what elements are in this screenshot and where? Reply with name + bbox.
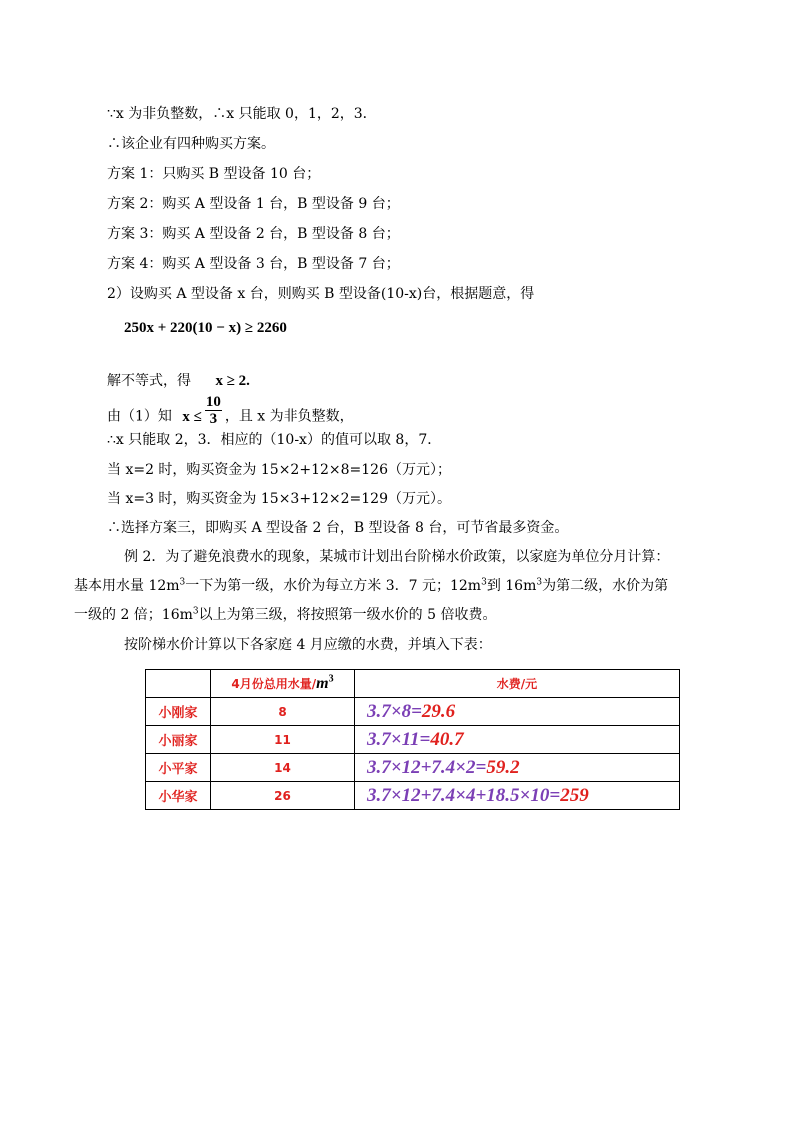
bound-lhs-math: x ≤ <box>182 408 202 425</box>
tier-text-5: 一级的 2 倍；16m <box>74 607 193 623</box>
header-fee: 水费/元 <box>355 670 680 698</box>
header-empty-cell <box>146 670 211 698</box>
solve-result-math: x ≥ 2. <box>215 373 250 389</box>
text-line-cost-x3: 当 x=3 时，购买资金为 15×3+12×2=129（万元）。 <box>107 491 451 507</box>
fee-result: 40.7 <box>430 728 464 750</box>
fee-result: 29.6 <box>421 700 456 722</box>
from-part-1-prefix: 由（1）知 <box>107 408 172 425</box>
fee-result: 59.2 <box>486 756 520 778</box>
usage-cell: 26 <box>211 782 355 810</box>
family-cell: 小丽家 <box>146 726 211 754</box>
fraction-numerator: 10 <box>205 394 221 410</box>
text-line-conclusion: ∴选择方案三，即购买 A 型设备 2 台，B 型设备 8 台，可节省最多资金。 <box>107 520 569 536</box>
equation-inequality: 250x + 220(10 − x) ≥ 2260 <box>124 320 287 336</box>
tier-text-2: 一下为第一级，水价为每立方米 3．7 元；12m <box>185 578 482 594</box>
family-cell: 小刚家 <box>146 698 211 726</box>
fee-expression: 3.7×12+7.4×4+18.5×10= <box>367 784 561 806</box>
fee-expression: 3.7×12+7.4×2= <box>367 756 487 778</box>
text-line-plan-3: 方案 3：购买 A 型设备 2 台，B 型设备 8 台； <box>107 226 400 242</box>
example-2-tier-rules-cont <box>74 606 496 624</box>
water-fee-table <box>145 669 680 810</box>
text-line-cost-x2: 当 x=2 时，购买资金为 15×2+12×8=126（万元）； <box>107 462 451 478</box>
table-row <box>146 782 680 810</box>
header-unit <box>316 675 333 692</box>
table-row <box>146 726 680 754</box>
fraction-ten-thirds <box>205 394 222 427</box>
tier-text-1: 基本用水量 12m <box>74 578 180 594</box>
tier-text-6: 以上为第三级，将按照第一级水价的 5 倍收费。 <box>198 607 497 623</box>
header-usage <box>211 670 355 698</box>
usage-cell: 14 <box>211 754 355 782</box>
fee-cell <box>355 698 680 726</box>
text-line-from-part-1 <box>107 394 354 433</box>
text-line-nonnegative: ∵x 为非负整数，∴x 只能取 0，1，2，3． <box>107 106 377 122</box>
fee-cell <box>355 782 680 810</box>
header-unit-m: m <box>316 674 329 692</box>
text-line-plan-2: 方案 2：购买 A 型设备 1 台，B 型设备 9 台； <box>107 196 400 212</box>
text-line-solve <box>107 372 250 390</box>
family-cell: 小平家 <box>146 754 211 782</box>
superscript-3: 3 <box>536 577 543 588</box>
superscript-3: 3 <box>481 577 487 588</box>
example-2-tier-rules <box>74 577 668 595</box>
table-row <box>146 754 680 782</box>
superscript-3: 3 <box>179 577 186 588</box>
text-line-plan-1: 方案 1：只购买 B 型设备 10 台； <box>107 166 321 182</box>
superscript-3: 3 <box>192 606 199 617</box>
text-line-x-values: ∴x 只能取 2，3．相应的（10-x）的值可以取 8，7． <box>107 432 442 448</box>
fee-expression: 3.7×11= <box>367 728 431 750</box>
text-line-part-2-setup: 2）设购买 A 型设备 x 台，则购买 B 型设备(10-x)台，根据题意，得 <box>107 286 535 302</box>
family-cell: 小华家 <box>146 782 211 810</box>
solve-prefix: 解不等式，得 <box>107 373 191 389</box>
example-2-task: 按阶梯水价计算以下各家庭 4 月应缴的水费，并填入下表： <box>124 637 492 653</box>
example-2-intro: 例 2．为了避免浪费水的现象，某城市计划出台阶梯水价政策，以家庭为单位分月计算： <box>124 549 670 565</box>
text-line-plan-4: 方案 4：购买 A 型设备 3 台，B 型设备 7 台； <box>107 256 400 272</box>
from-part-1-suffix: ，且 x 为非负整数， <box>224 408 354 425</box>
table-header-row <box>146 670 680 698</box>
usage-cell: 11 <box>211 726 355 754</box>
fee-cell <box>355 726 680 754</box>
fraction-denominator: 3 <box>209 411 218 427</box>
header-unit-sup: 3 <box>328 673 334 685</box>
fee-result: 259 <box>560 784 589 806</box>
tier-text-3: 到 16m <box>486 578 537 594</box>
usage-cell: 8 <box>211 698 355 726</box>
text-line-four-plans: ∴该企业有四种购买方案。 <box>107 136 275 152</box>
table-row <box>146 698 680 726</box>
header-usage-label: 4月份总用水量/ <box>231 676 317 691</box>
tier-text-4: 为第二级，水价为第 <box>542 578 669 594</box>
fee-cell <box>355 754 680 782</box>
fee-expression: 3.7×8= <box>367 700 422 722</box>
